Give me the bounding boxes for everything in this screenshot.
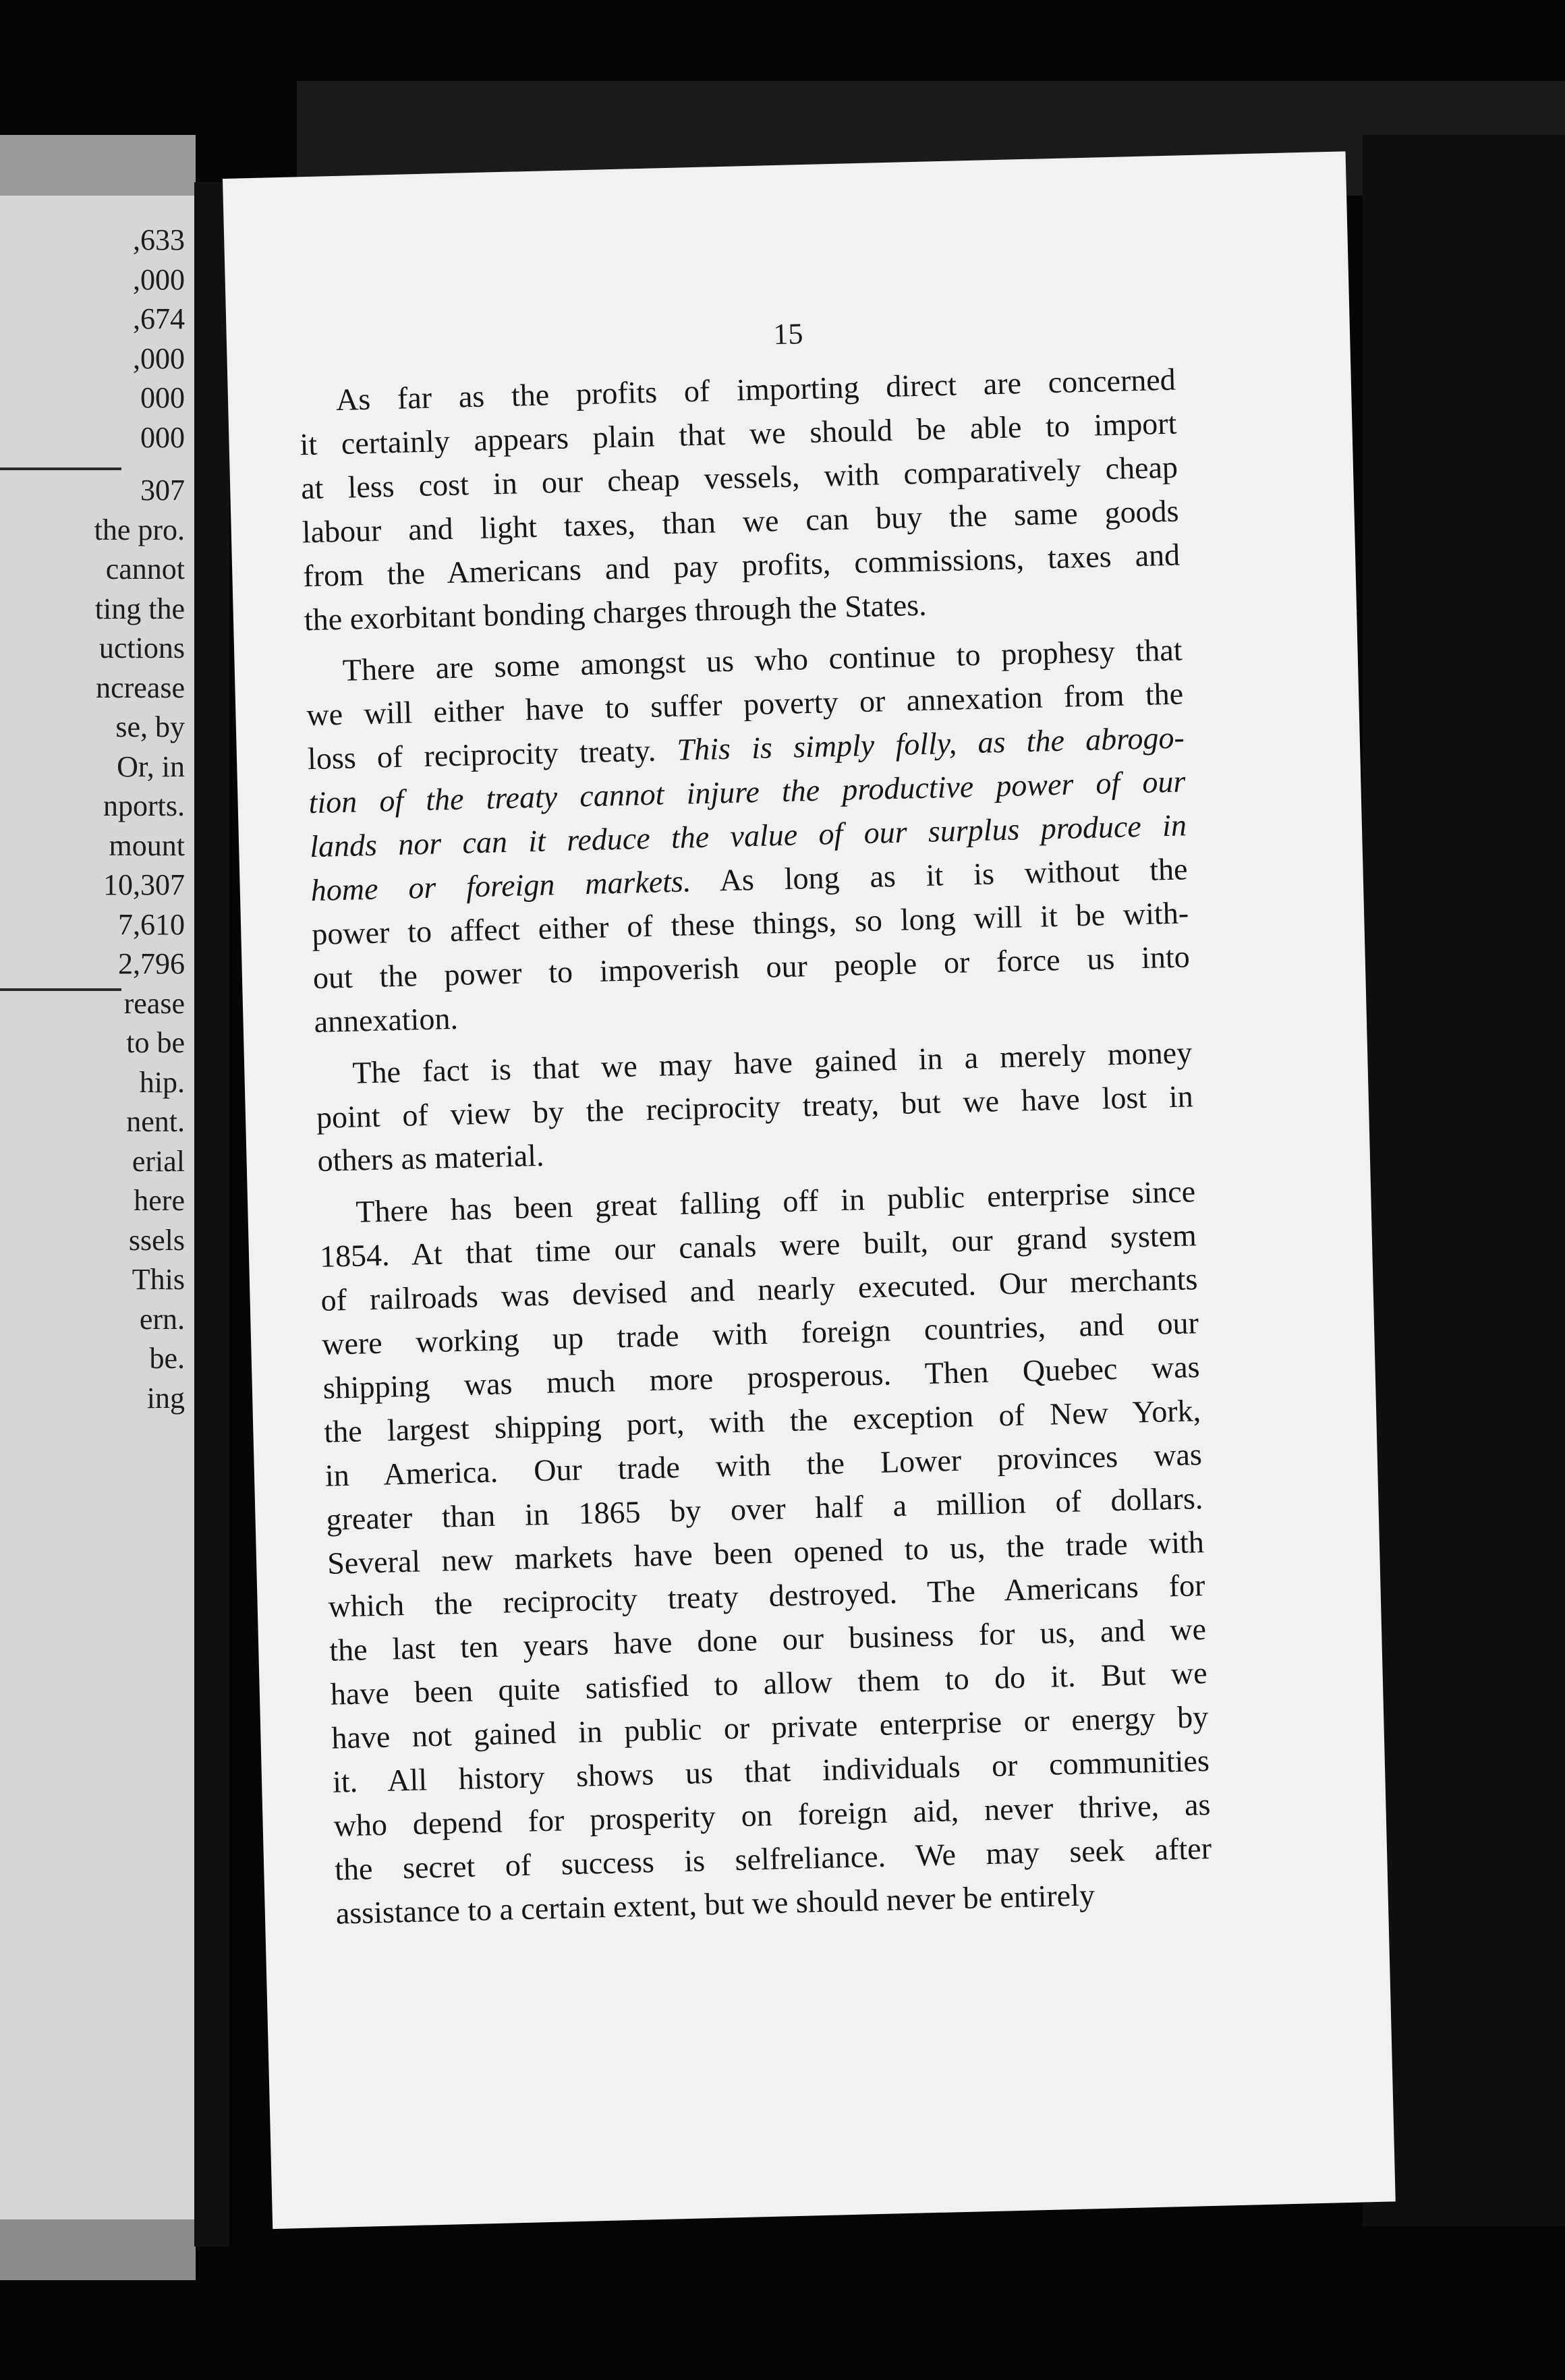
page-number: 15: [772, 317, 803, 351]
left-page-line: the pro.: [94, 513, 185, 546]
left-page-line: This: [132, 1263, 185, 1296]
italic-text: tion of the treaty cannot injure the productive power of our: [308, 764, 1186, 820]
line-text: who depend for prosperity on foreign aid, never thrive, as: [333, 1786, 1211, 1843]
left-page-line: uctions: [98, 631, 185, 664]
left-page-line: rease: [123, 986, 185, 1020]
left-page-line: ncrease: [96, 671, 185, 704]
left-page-line: 307: [140, 474, 185, 507]
paragraph: [318, 1170, 1214, 1936]
left-page-line: 000: [140, 420, 185, 454]
left-page-line: hip.: [139, 1065, 185, 1099]
left-page-line: 7,610: [118, 907, 185, 941]
left-page-line: be.: [149, 1342, 185, 1375]
line-text: As long as it is without the: [690, 851, 1189, 899]
left-page-line: to be: [126, 1026, 185, 1059]
line-text: others as material.: [316, 1138, 545, 1179]
line-text: The fact is that we may have gained in a merely money: [351, 1034, 1193, 1090]
line-text: shipping was much more prosperous. Then Quebec was: [322, 1349, 1201, 1405]
line-text: the exorbitant bonding charges through the States.: [304, 587, 928, 637]
line-text: it. All history shows us that individuals or communities: [332, 1743, 1210, 1799]
left-page-line: ,674: [133, 302, 185, 335]
line-text: we will either have to suffer poverty or annexation from the: [306, 676, 1184, 733]
left-page-line: ,000: [133, 262, 185, 296]
right-page: [223, 151, 1396, 2229]
left-page-line: ting the: [94, 592, 185, 625]
line-text: annexation.: [313, 1000, 459, 1039]
right-shadow: [1363, 135, 1565, 2226]
italic-text: This is simply folly, as the abrogo-: [655, 720, 1185, 768]
rule-line: [0, 468, 121, 470]
left-page-line: Or, in: [117, 749, 185, 783]
line-text: Several new markets have been opened to us, the trade with: [326, 1524, 1205, 1581]
line-text: have been quite satisfied to allow them to do it. But we: [330, 1655, 1208, 1712]
line-text: There are some amongst us who continue to prophesy that: [342, 632, 1183, 688]
binding-tape-top: [0, 135, 196, 196]
left-page-line: nent.: [126, 1105, 185, 1138]
left-page-line: se, by: [115, 710, 185, 743]
left-page-line: ,000: [133, 341, 185, 375]
line-text: loss of reciprocity treaty.: [307, 733, 656, 776]
left-page-line: 2,796: [118, 947, 185, 980]
left-page-line: ing: [146, 1381, 185, 1415]
line-text: power to affect either of these things, so long will it be with-: [311, 895, 1189, 951]
line-text: were working up trade with foreign countries, and our: [321, 1305, 1199, 1361]
line-text: of railroads was devised and nearly executed. Our merchants: [320, 1262, 1198, 1318]
left-page-line: ,633: [133, 223, 185, 256]
left-page-line: cannot: [105, 552, 185, 586]
left-page-fragment: [0, 189, 202, 2226]
left-page-line: 000: [140, 381, 185, 414]
italic-text: lands nor can it reduce the value of our surplus produce in: [309, 808, 1187, 864]
line-text: from the Americans and pay profits, commissions, taxes and: [302, 537, 1180, 593]
left-page-line: here: [134, 1184, 185, 1217]
binding-tape-bottom: [0, 2219, 196, 2280]
rule-line: [0, 988, 121, 991]
line-text: 1854. At that time our canals were built, our grand system: [319, 1218, 1197, 1274]
line-text: the last ten years have done our business for us, and we: [329, 1612, 1207, 1668]
left-page-line: 10,307: [103, 868, 185, 901]
left-page-line: erial: [132, 1144, 185, 1178]
line-text: There has been great falling off in public enterprise since: [355, 1174, 1196, 1229]
line-text: which the reciprocity treaty destroyed. The Americans for: [328, 1568, 1205, 1624]
paragraph: [305, 629, 1191, 1044]
body-text: [298, 358, 1213, 1944]
line-text: have not gained in public or private enterprise or energy by: [331, 1699, 1209, 1755]
left-page-line: mount: [109, 828, 185, 862]
line-text: at less cost in our cheap vessels, with comparatively cheap: [300, 449, 1178, 506]
line-text: the secret of success is selfreliance. We may seek after: [334, 1830, 1212, 1887]
paragraph: [315, 1031, 1195, 1183]
line-text: assistance to a certain extent, but we should never be entirely: [335, 1877, 1096, 1931]
left-page-line: nports.: [103, 789, 185, 822]
line-text: greater than in 1865 by over half a million of dollars.: [325, 1480, 1203, 1537]
line-text: in America. Our trade with the Lower provinces was: [324, 1436, 1203, 1493]
line-text: the largest shipping port, with the exception of New York,: [323, 1392, 1201, 1449]
line-text: As far as the profits of importing direct are concerned: [335, 362, 1176, 417]
italic-text: home or foreign markets.: [310, 863, 691, 908]
line-text: out the power to impoverish our people or force us into: [312, 939, 1191, 995]
line-text: point of view by the reciprocity treaty, but we have lost in: [316, 1078, 1194, 1135]
paragraph: [298, 358, 1181, 642]
left-page-line: ssels: [128, 1223, 185, 1257]
line-text: labour and light taxes, than we can buy the same goods: [302, 493, 1180, 549]
left-page-line: ern.: [139, 1302, 185, 1336]
line-text: it certainly appears plain that we should be able to import: [300, 405, 1177, 462]
book-gutter: [194, 182, 229, 2246]
